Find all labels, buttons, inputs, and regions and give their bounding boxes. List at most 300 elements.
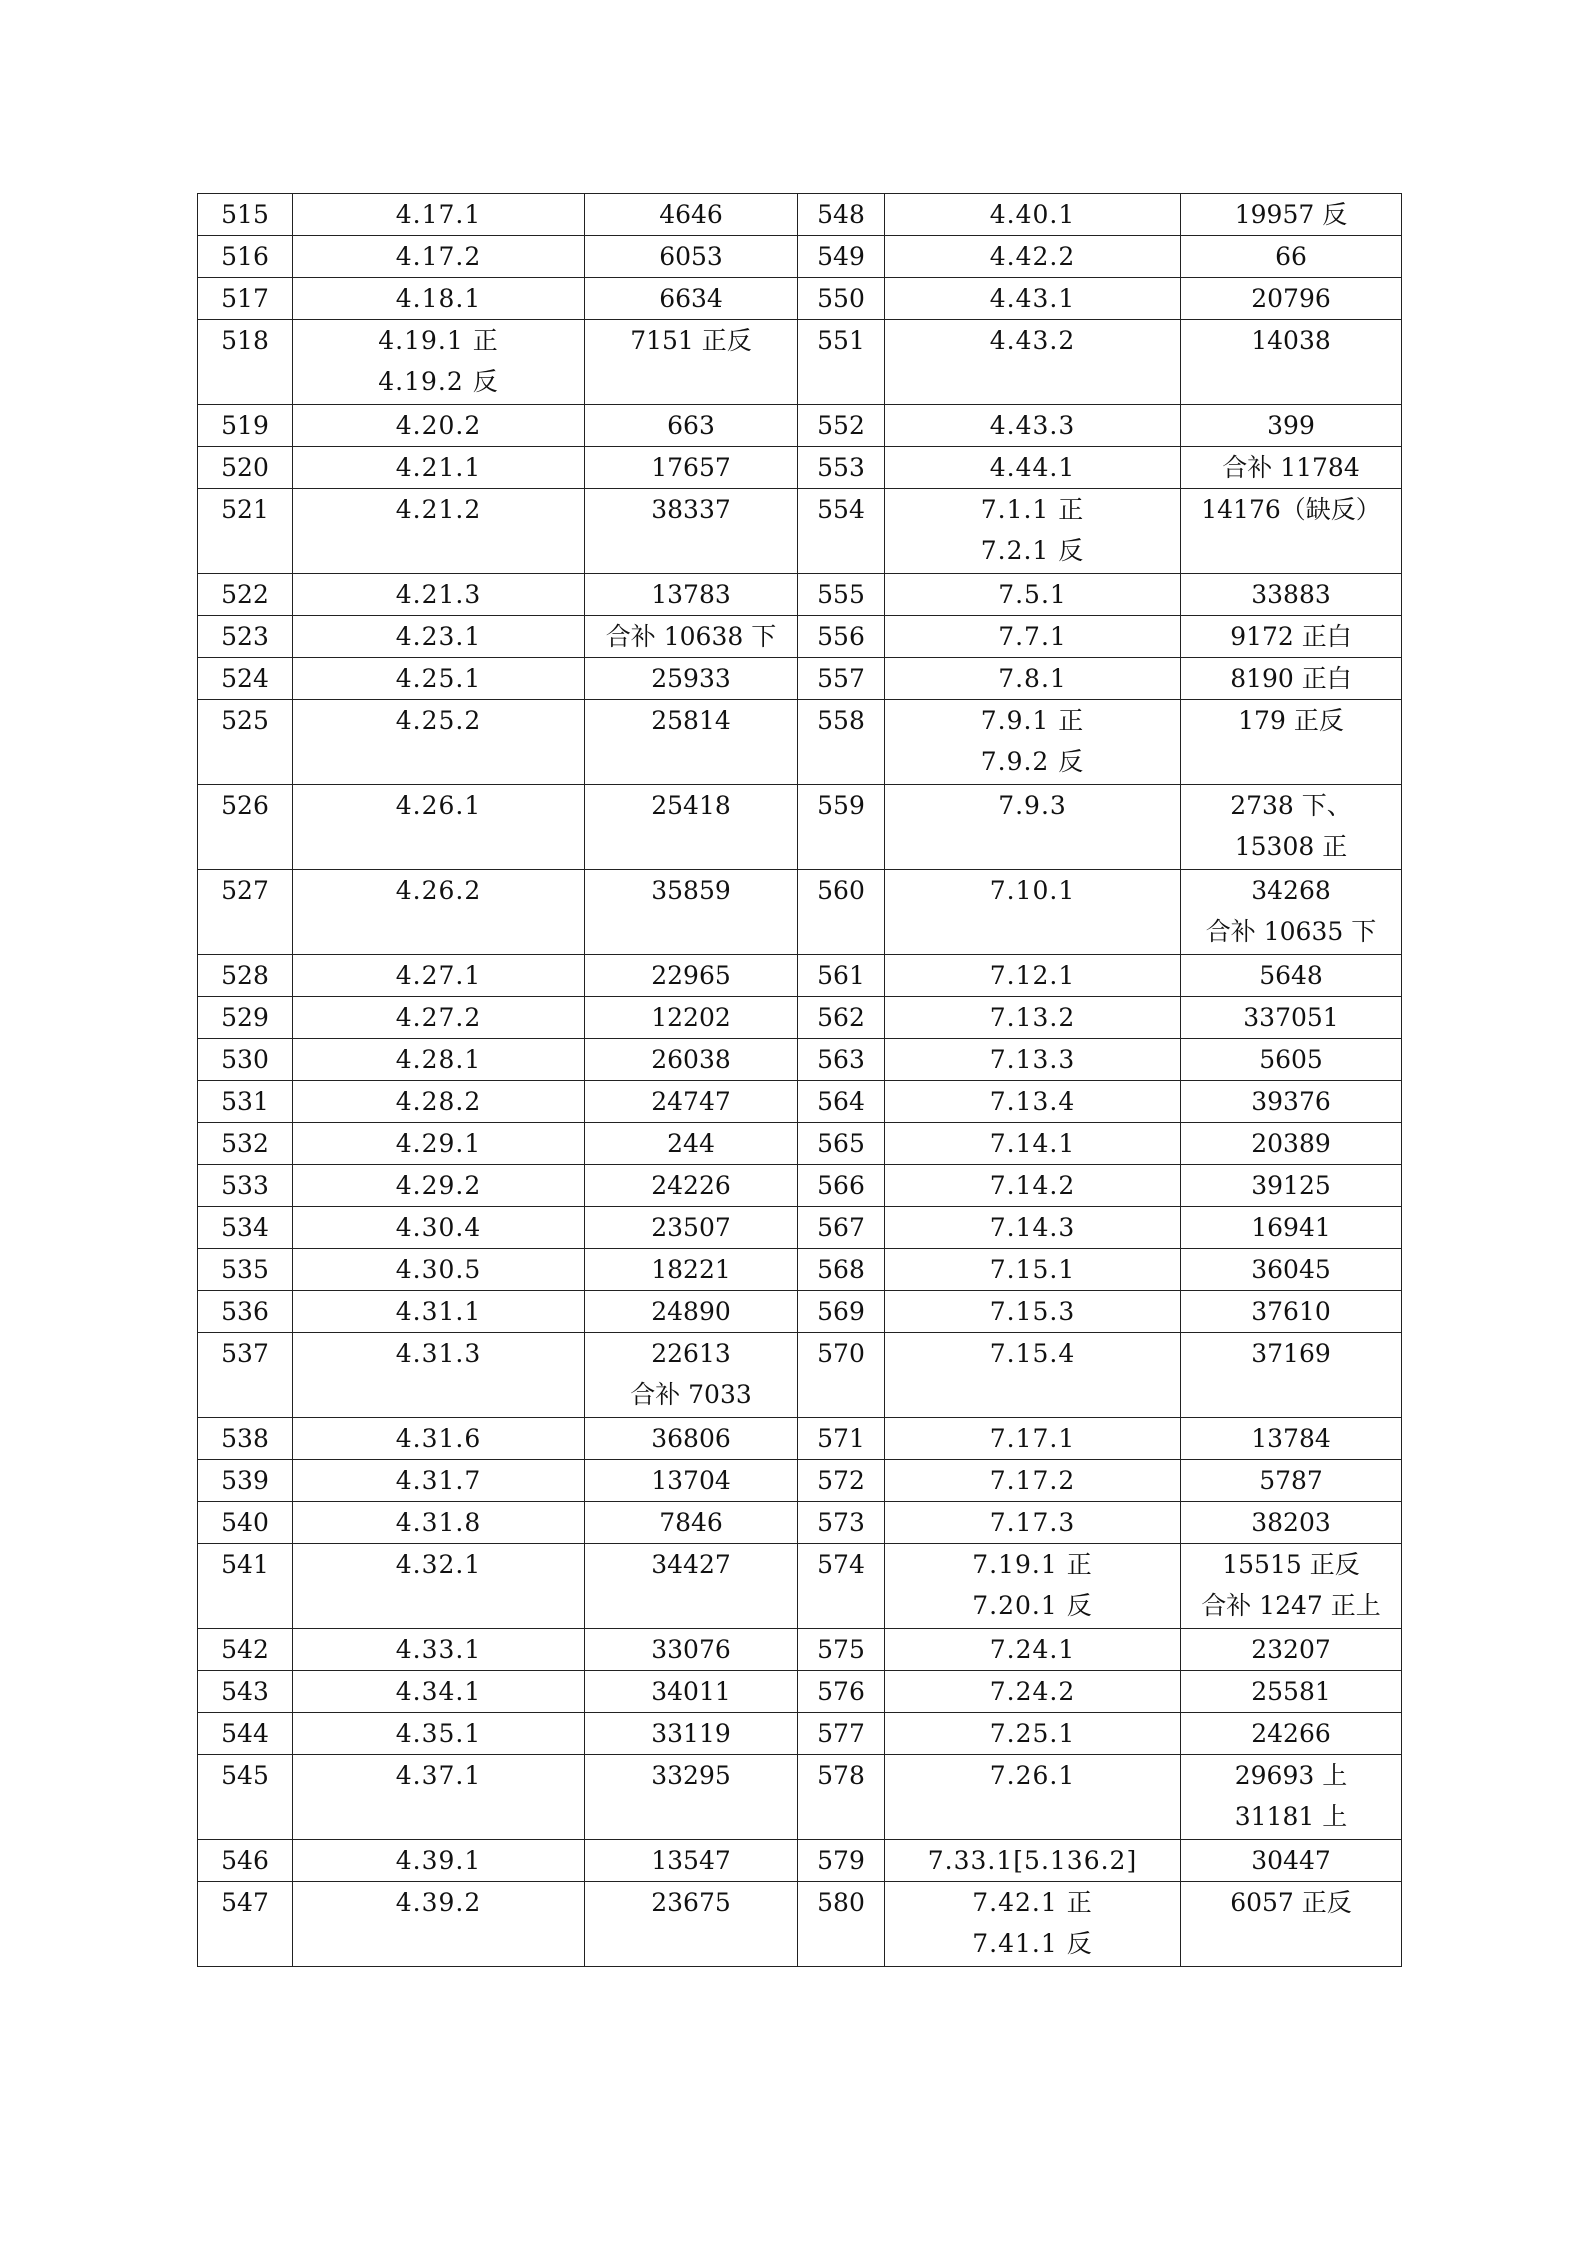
right-ref-cell xyxy=(885,405,1181,447)
right-val-cell xyxy=(1181,997,1402,1039)
left-no-cell: 517 xyxy=(198,278,293,320)
table-row xyxy=(198,785,1402,870)
right-ref-cell xyxy=(885,1460,1181,1502)
left-no-cell: 528 xyxy=(198,955,293,997)
left-no-cell: 518 xyxy=(198,320,293,405)
left-no-cell: 516 xyxy=(198,236,293,278)
left-ref-cell xyxy=(293,447,585,489)
right-ref-cell xyxy=(885,1671,1181,1713)
left-val-cell xyxy=(585,1039,798,1081)
left-ref-cell xyxy=(293,1629,585,1671)
right-val-cell xyxy=(1181,236,1402,278)
left-val-line: 33295 xyxy=(651,1761,731,1790)
right-val-line: 36045 xyxy=(1251,1255,1331,1284)
left-no-cell: 525 xyxy=(198,700,293,785)
right-ref-line: 7.14.3 xyxy=(989,1213,1076,1242)
right-ref-line: 7.25.1 xyxy=(989,1719,1076,1748)
left-val-line: 合补 10638 下 xyxy=(605,622,777,651)
right-no-cell: 553 xyxy=(798,447,885,489)
left-no-cell: 534 xyxy=(198,1207,293,1249)
right-val-line: 19957 反 xyxy=(1234,200,1348,229)
right-ref-cell xyxy=(885,1333,1181,1418)
right-val-cell xyxy=(1181,1291,1402,1333)
table-row xyxy=(198,1544,1402,1629)
right-ref-line: 7.13.2 xyxy=(989,1003,1076,1032)
left-no-cell: 536 xyxy=(198,1291,293,1333)
right-no-cell: 575 xyxy=(798,1629,885,1671)
right-ref-line: 4.40.1 xyxy=(989,200,1076,229)
left-val-line: 244 xyxy=(667,1129,715,1158)
right-ref-cell xyxy=(885,236,1181,278)
left-val-line: 34427 xyxy=(651,1550,731,1579)
right-ref-line: 7.17.2 xyxy=(989,1466,1076,1495)
right-no-cell: 570 xyxy=(798,1333,885,1418)
right-no-cell: 564 xyxy=(798,1081,885,1123)
left-val-cell xyxy=(585,447,798,489)
left-ref-cell xyxy=(293,1039,585,1081)
right-no-cell: 577 xyxy=(798,1713,885,1755)
left-val-cell xyxy=(585,489,798,574)
right-val-cell xyxy=(1181,574,1402,616)
left-val-line: 13783 xyxy=(651,580,731,609)
right-ref-line: 7.42.1 正 xyxy=(972,1888,1093,1917)
table-row xyxy=(198,1755,1402,1840)
right-ref-line: 7.14.2 xyxy=(989,1171,1076,1200)
table-row xyxy=(198,1123,1402,1165)
left-ref-line: 4.32.1 xyxy=(395,1550,482,1579)
left-no-cell: 541 xyxy=(198,1544,293,1629)
right-val-line: 13784 xyxy=(1251,1424,1331,1453)
left-val-line: 18221 xyxy=(651,1255,731,1284)
table-row xyxy=(198,1165,1402,1207)
right-ref-line: 7.20.1 反 xyxy=(972,1591,1093,1620)
right-val-cell xyxy=(1181,447,1402,489)
left-ref-cell xyxy=(293,955,585,997)
right-ref-cell xyxy=(885,1502,1181,1544)
right-val-line: 31181 上 xyxy=(1234,1802,1348,1831)
left-ref-line: 4.17.2 xyxy=(395,242,482,271)
left-no-cell: 535 xyxy=(198,1249,293,1291)
right-val-line: 20389 xyxy=(1251,1129,1331,1158)
left-val-cell xyxy=(585,658,798,700)
left-ref-cell xyxy=(293,700,585,785)
left-val-cell xyxy=(585,1081,798,1123)
left-val-line: 24226 xyxy=(651,1171,731,1200)
right-ref-cell xyxy=(885,1840,1181,1882)
right-val-line: 179 正反 xyxy=(1238,706,1344,735)
left-ref-cell xyxy=(293,870,585,955)
left-val-cell xyxy=(585,870,798,955)
right-ref-cell xyxy=(885,1207,1181,1249)
left-ref-line: 4.19.1 正 xyxy=(378,326,499,355)
right-val-line: 合补 10635 下 xyxy=(1205,917,1377,946)
left-val-cell xyxy=(585,1755,798,1840)
right-ref-cell xyxy=(885,1544,1181,1629)
right-ref-cell xyxy=(885,1249,1181,1291)
right-val-cell xyxy=(1181,194,1402,236)
table-row xyxy=(198,1207,1402,1249)
right-ref-cell xyxy=(885,1039,1181,1081)
left-ref-cell xyxy=(293,1840,585,1882)
table-row xyxy=(198,278,1402,320)
right-val-line: 5605 xyxy=(1259,1045,1323,1074)
left-val-line: 12202 xyxy=(651,1003,731,1032)
left-val-line: 35859 xyxy=(651,876,731,905)
right-no-cell: 554 xyxy=(798,489,885,574)
right-val-line: 15515 正反 xyxy=(1222,1550,1360,1579)
left-val-cell xyxy=(585,700,798,785)
table-row xyxy=(198,194,1402,236)
table-row xyxy=(198,1629,1402,1671)
right-ref-cell xyxy=(885,658,1181,700)
left-ref-line: 4.25.2 xyxy=(395,706,482,735)
left-val-cell xyxy=(585,1249,798,1291)
right-val-cell xyxy=(1181,1207,1402,1249)
left-ref-cell xyxy=(293,489,585,574)
right-ref-line: 7.12.1 xyxy=(989,961,1076,990)
left-no-cell: 526 xyxy=(198,785,293,870)
left-ref-cell xyxy=(293,1671,585,1713)
right-val-line: 合补 11784 xyxy=(1222,453,1360,482)
left-ref-cell xyxy=(293,785,585,870)
left-ref-line: 4.20.2 xyxy=(395,411,482,440)
left-no-cell: 546 xyxy=(198,1840,293,1882)
right-val-cell xyxy=(1181,1502,1402,1544)
right-ref-cell xyxy=(885,574,1181,616)
left-val-cell xyxy=(585,785,798,870)
left-ref-cell xyxy=(293,1249,585,1291)
table-row xyxy=(198,1502,1402,1544)
left-ref-cell xyxy=(293,1502,585,1544)
table-row xyxy=(198,1039,1402,1081)
left-val-line: 7846 xyxy=(659,1508,723,1537)
right-val-cell xyxy=(1181,405,1402,447)
left-val-cell xyxy=(585,1165,798,1207)
left-val-cell xyxy=(585,1460,798,1502)
right-no-cell: 548 xyxy=(798,194,885,236)
left-val-line: 24890 xyxy=(651,1297,731,1326)
right-val-line: 24266 xyxy=(1251,1719,1331,1748)
right-val-line: 合补 1247 正上 xyxy=(1201,1591,1381,1620)
left-ref-cell xyxy=(293,1081,585,1123)
right-ref-line: 7.19.1 正 xyxy=(972,1550,1093,1579)
right-no-cell: 552 xyxy=(798,405,885,447)
table-row xyxy=(198,700,1402,785)
left-val-line: 36806 xyxy=(651,1424,731,1453)
left-val-cell xyxy=(585,1713,798,1755)
table-row xyxy=(198,1713,1402,1755)
left-no-cell: 523 xyxy=(198,616,293,658)
right-val-cell xyxy=(1181,658,1402,700)
left-ref-line: 4.18.1 xyxy=(395,284,482,313)
left-no-cell: 537 xyxy=(198,1333,293,1418)
right-val-line: 29693 上 xyxy=(1234,1761,1348,1790)
right-ref-line: 7.9.2 反 xyxy=(980,747,1085,776)
right-val-cell xyxy=(1181,489,1402,574)
right-no-cell: 578 xyxy=(798,1755,885,1840)
table-row xyxy=(198,489,1402,574)
table-row xyxy=(198,1081,1402,1123)
right-val-line: 8190 正白 xyxy=(1230,664,1352,693)
right-ref-cell xyxy=(885,785,1181,870)
right-no-cell: 551 xyxy=(798,320,885,405)
left-ref-line: 4.31.3 xyxy=(395,1339,482,1368)
right-no-cell: 550 xyxy=(798,278,885,320)
left-ref-line: 4.27.1 xyxy=(395,961,482,990)
left-ref-line: 4.35.1 xyxy=(395,1719,482,1748)
left-val-cell xyxy=(585,1840,798,1882)
right-ref-line: 7.8.1 xyxy=(998,664,1067,693)
right-val-line: 337051 xyxy=(1243,1003,1339,1032)
table-row xyxy=(198,574,1402,616)
right-val-cell xyxy=(1181,1039,1402,1081)
table-row xyxy=(198,1333,1402,1418)
left-val-cell xyxy=(585,320,798,405)
left-val-cell xyxy=(585,1291,798,1333)
left-ref-cell xyxy=(293,1207,585,1249)
right-val-cell xyxy=(1181,785,1402,870)
left-ref-cell xyxy=(293,194,585,236)
right-ref-cell xyxy=(885,700,1181,785)
right-no-cell: 566 xyxy=(798,1165,885,1207)
right-val-cell xyxy=(1181,955,1402,997)
right-val-cell xyxy=(1181,1671,1402,1713)
right-ref-line: 7.13.3 xyxy=(989,1045,1076,1074)
right-ref-line: 7.7.1 xyxy=(998,622,1067,651)
table-row xyxy=(198,955,1402,997)
left-val-line: 33076 xyxy=(651,1635,731,1664)
right-val-cell xyxy=(1181,320,1402,405)
right-val-line: 15308 正 xyxy=(1234,832,1348,861)
right-no-cell: 555 xyxy=(798,574,885,616)
left-no-cell: 544 xyxy=(198,1713,293,1755)
left-val-cell xyxy=(585,997,798,1039)
right-ref-cell xyxy=(885,194,1181,236)
left-no-cell: 532 xyxy=(198,1123,293,1165)
right-no-cell: 576 xyxy=(798,1671,885,1713)
right-no-cell: 563 xyxy=(798,1039,885,1081)
right-ref-line: 7.2.1 反 xyxy=(980,536,1085,565)
table-row xyxy=(198,447,1402,489)
left-no-cell: 538 xyxy=(198,1418,293,1460)
right-ref-cell xyxy=(885,447,1181,489)
right-no-cell: 567 xyxy=(798,1207,885,1249)
left-ref-line: 4.27.2 xyxy=(395,1003,482,1032)
left-no-cell: 520 xyxy=(198,447,293,489)
right-val-cell xyxy=(1181,1544,1402,1629)
left-ref-line: 4.34.1 xyxy=(395,1677,482,1706)
right-ref-line: 7.17.3 xyxy=(989,1508,1076,1537)
right-no-cell: 562 xyxy=(798,997,885,1039)
right-val-line: 39125 xyxy=(1251,1171,1331,1200)
right-ref-line: 7.15.3 xyxy=(989,1297,1076,1326)
right-ref-cell xyxy=(885,1165,1181,1207)
right-val-line: 37169 xyxy=(1251,1339,1331,1368)
left-val-line: 17657 xyxy=(651,453,731,482)
left-no-cell: 515 xyxy=(198,194,293,236)
left-ref-line: 4.39.1 xyxy=(395,1846,482,1875)
right-ref-line: 7.13.4 xyxy=(989,1087,1076,1116)
table-row xyxy=(198,1882,1402,1967)
left-val-cell xyxy=(585,1333,798,1418)
right-no-cell: 558 xyxy=(798,700,885,785)
left-ref-line: 4.31.7 xyxy=(395,1466,482,1495)
right-val-line: 5787 xyxy=(1259,1466,1323,1495)
left-val-line: 6634 xyxy=(659,284,723,313)
left-ref-line: 4.25.1 xyxy=(395,664,482,693)
left-ref-line: 4.31.8 xyxy=(395,1508,482,1537)
right-val-cell xyxy=(1181,1713,1402,1755)
left-ref-line: 4.23.1 xyxy=(395,622,482,651)
left-val-cell xyxy=(585,194,798,236)
left-no-cell: 521 xyxy=(198,489,293,574)
right-ref-line: 7.1.1 正 xyxy=(980,495,1085,524)
right-val-line: 6057 正反 xyxy=(1230,1888,1352,1917)
right-ref-line: 7.17.1 xyxy=(989,1424,1076,1453)
left-ref-cell xyxy=(293,1165,585,1207)
right-val-line: 23207 xyxy=(1251,1635,1331,1664)
table-row xyxy=(198,997,1402,1039)
left-ref-line: 4.39.2 xyxy=(395,1888,482,1917)
right-no-cell: 569 xyxy=(798,1291,885,1333)
left-ref-cell xyxy=(293,616,585,658)
right-ref-line: 7.9.3 xyxy=(998,791,1067,820)
left-val-cell xyxy=(585,1671,798,1713)
right-val-line: 34268 xyxy=(1251,876,1331,905)
right-ref-cell xyxy=(885,870,1181,955)
right-ref-cell xyxy=(885,1291,1181,1333)
right-ref-line: 7.10.1 xyxy=(989,876,1076,905)
right-ref-line: 4.43.3 xyxy=(989,411,1076,440)
right-ref-cell xyxy=(885,955,1181,997)
left-no-cell: 519 xyxy=(198,405,293,447)
right-no-cell: 560 xyxy=(798,870,885,955)
left-val-line: 33119 xyxy=(651,1719,731,1748)
right-ref-cell xyxy=(885,489,1181,574)
left-val-line: 34011 xyxy=(651,1677,731,1706)
right-no-cell: 571 xyxy=(798,1418,885,1460)
left-val-cell xyxy=(585,1123,798,1165)
left-ref-line: 4.19.2 反 xyxy=(378,367,499,396)
left-ref-line: 4.29.1 xyxy=(395,1129,482,1158)
right-ref-cell xyxy=(885,1123,1181,1165)
left-val-line: 25933 xyxy=(651,664,731,693)
left-ref-line: 4.28.1 xyxy=(395,1045,482,1074)
right-no-cell: 565 xyxy=(798,1123,885,1165)
table-row xyxy=(198,1671,1402,1713)
right-val-cell xyxy=(1181,1165,1402,1207)
left-no-cell: 531 xyxy=(198,1081,293,1123)
right-ref-line: 4.43.2 xyxy=(989,326,1076,355)
right-ref-cell xyxy=(885,1755,1181,1840)
right-no-cell: 556 xyxy=(798,616,885,658)
right-val-cell xyxy=(1181,278,1402,320)
left-val-line: 26038 xyxy=(651,1045,731,1074)
right-ref-cell xyxy=(885,1081,1181,1123)
left-ref-cell xyxy=(293,997,585,1039)
right-val-cell xyxy=(1181,1882,1402,1967)
left-ref-line: 4.31.1 xyxy=(395,1297,482,1326)
left-no-cell: 539 xyxy=(198,1460,293,1502)
left-val-line: 13547 xyxy=(651,1846,731,1875)
right-val-line: 16941 xyxy=(1251,1213,1331,1242)
left-ref-line: 4.17.1 xyxy=(395,200,482,229)
left-ref-cell xyxy=(293,1123,585,1165)
left-val-line: 22965 xyxy=(651,961,731,990)
left-no-cell: 540 xyxy=(198,1502,293,1544)
right-ref-line: 4.44.1 xyxy=(989,453,1076,482)
right-ref-cell xyxy=(885,1713,1181,1755)
right-ref-line: 7.24.2 xyxy=(989,1677,1076,1706)
right-ref-line: 7.41.1 反 xyxy=(972,1929,1093,1958)
right-ref-cell xyxy=(885,278,1181,320)
left-ref-cell xyxy=(293,236,585,278)
left-ref-line: 4.21.2 xyxy=(395,495,482,524)
table-row xyxy=(198,616,1402,658)
left-ref-line: 4.21.3 xyxy=(395,580,482,609)
table-row xyxy=(198,658,1402,700)
right-no-cell: 580 xyxy=(798,1882,885,1967)
left-ref-line: 4.30.5 xyxy=(395,1255,482,1284)
left-val-line: 23675 xyxy=(651,1888,731,1917)
left-no-cell: 530 xyxy=(198,1039,293,1081)
left-ref-cell xyxy=(293,405,585,447)
right-no-cell: 561 xyxy=(798,955,885,997)
left-val-line: 25814 xyxy=(651,706,731,735)
left-val-line: 25418 xyxy=(651,791,731,820)
table-row xyxy=(198,1291,1402,1333)
left-ref-line: 4.31.6 xyxy=(395,1424,482,1453)
left-val-line: 7151 正反 xyxy=(630,326,752,355)
left-ref-cell xyxy=(293,658,585,700)
right-ref-line: 7.33.1[5.136.2] xyxy=(927,1846,1138,1875)
table-row xyxy=(198,1418,1402,1460)
right-val-line: 14176（缺反） xyxy=(1201,495,1381,524)
left-ref-line: 4.29.2 xyxy=(395,1171,482,1200)
left-val-cell xyxy=(585,616,798,658)
concordance-table xyxy=(197,193,1402,1967)
right-val-cell xyxy=(1181,1629,1402,1671)
right-val-cell xyxy=(1181,1081,1402,1123)
right-val-line: 25581 xyxy=(1251,1677,1331,1706)
right-ref-cell xyxy=(885,616,1181,658)
right-val-line: 30447 xyxy=(1251,1846,1331,1875)
left-ref-cell xyxy=(293,278,585,320)
right-val-cell xyxy=(1181,1249,1402,1291)
right-ref-line: 4.42.2 xyxy=(989,242,1076,271)
left-ref-line: 4.26.1 xyxy=(395,791,482,820)
right-no-cell: 568 xyxy=(798,1249,885,1291)
right-ref-line: 7.15.1 xyxy=(989,1255,1076,1284)
table-row xyxy=(198,320,1402,405)
left-val-cell xyxy=(585,955,798,997)
left-ref-line: 4.30.4 xyxy=(395,1213,482,1242)
left-ref-cell xyxy=(293,1291,585,1333)
table-row xyxy=(198,1840,1402,1882)
left-ref-cell xyxy=(293,1713,585,1755)
left-val-cell xyxy=(585,1629,798,1671)
left-ref-cell xyxy=(293,1755,585,1840)
left-val-line: 38337 xyxy=(651,495,731,524)
right-val-line: 37610 xyxy=(1251,1297,1331,1326)
left-no-cell: 522 xyxy=(198,574,293,616)
left-no-cell: 529 xyxy=(198,997,293,1039)
left-ref-line: 4.33.1 xyxy=(395,1635,482,1664)
left-val-cell xyxy=(585,1882,798,1967)
right-val-line: 38203 xyxy=(1251,1508,1331,1537)
left-no-cell: 543 xyxy=(198,1671,293,1713)
left-ref-cell xyxy=(293,1418,585,1460)
